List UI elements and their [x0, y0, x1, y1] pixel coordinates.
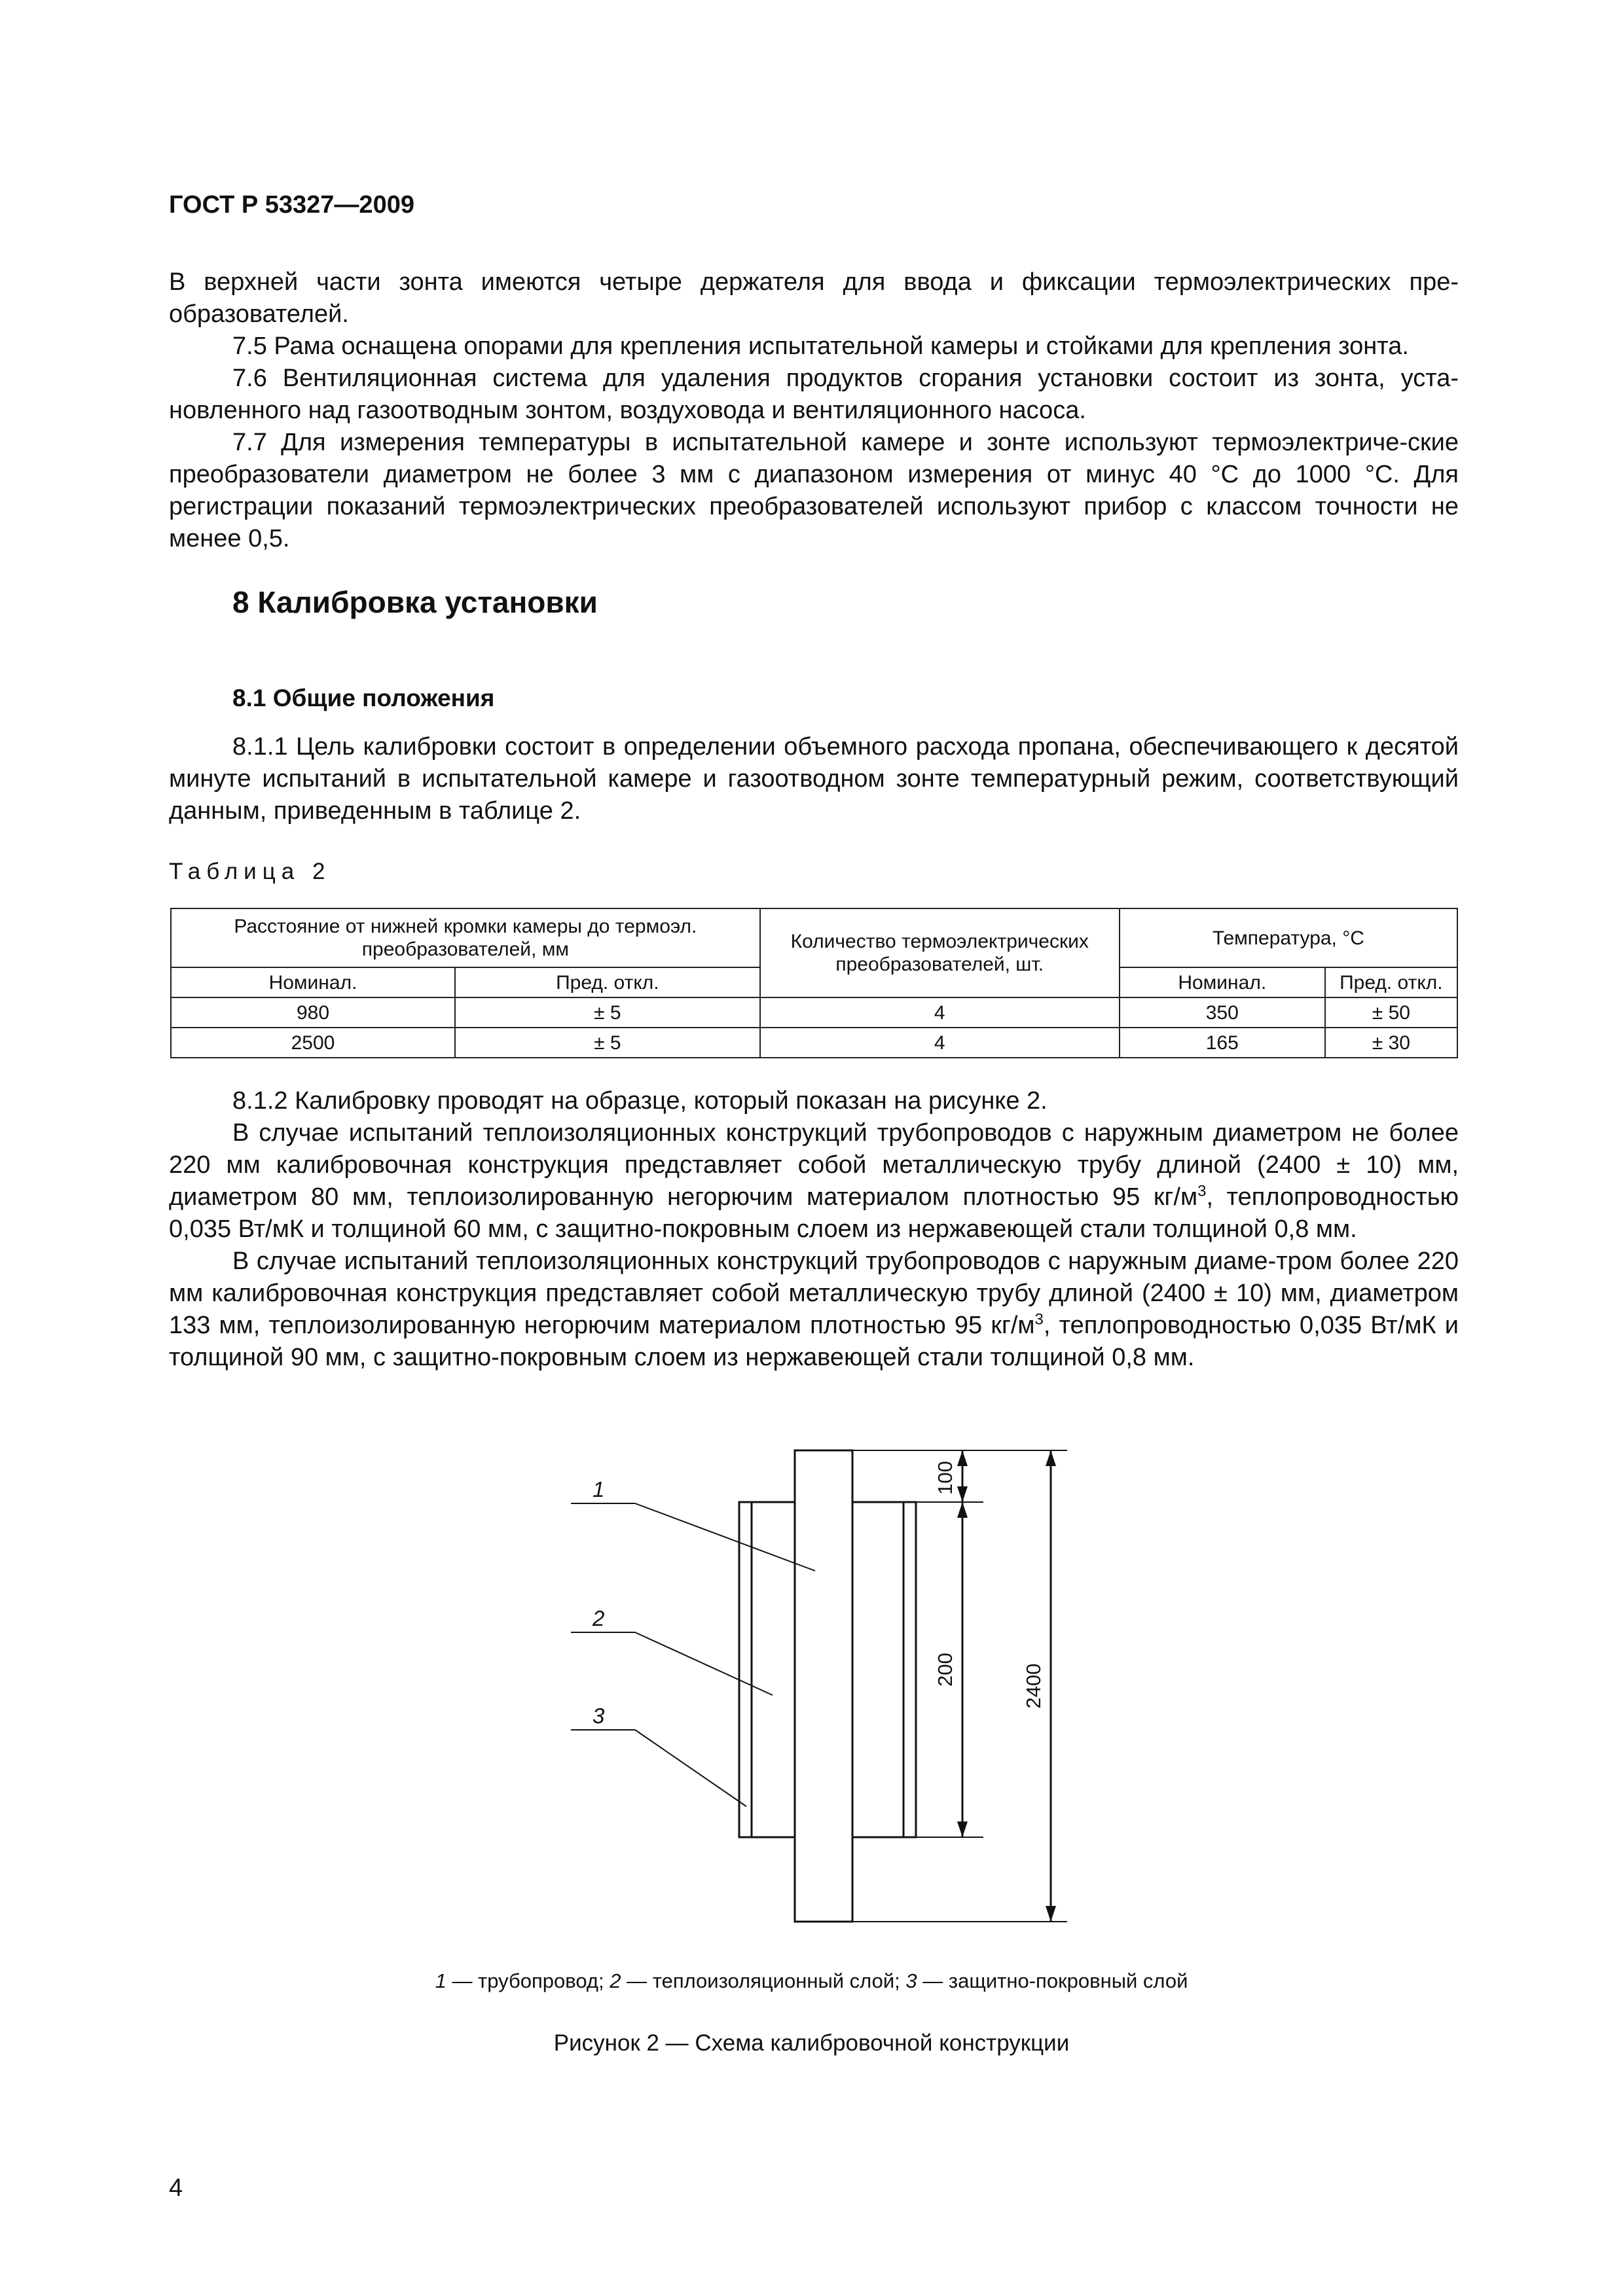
dim-label-100: 100 [934, 1461, 957, 1495]
dim-label-200: 200 [934, 1653, 957, 1687]
table-caption: Таблица 2 [169, 859, 331, 884]
document-header: ГОСТ Р 53327—2009 [169, 191, 414, 219]
legend-number-3: 3 [905, 1969, 917, 1992]
arrow-100-bottom [957, 1486, 968, 1502]
cell-temp-nominal: 350 [1120, 997, 1325, 1028]
figure-label-1: 1 [593, 1477, 605, 1501]
cell-count: 4 [760, 1028, 1120, 1058]
arrow-200-top [957, 1502, 968, 1518]
leader-1 [635, 1503, 815, 1571]
cell-distance-deviation: ± 5 [455, 1028, 760, 1058]
case2-text-b: , теплопроводностью 0,035 Вт/мК и толщиной 90 мм, с защитно-покровным слоем из нержавеющей стали толщиной 0,8 мм. [169, 1312, 1459, 1371]
paragraph-7-7: 7.7 Для измерения температуры в испытательной камере и зонте используют термоэлектриче-ские преобразователи диаметром не более 3 мм с диапазоном измерения от минус 40 °С до 1000 °С. Для регистрации показаний термоэлектрических преобразователей используют прибор с классом точности не менее 0,5. [169, 429, 1459, 552]
header-distance: Расстояние от нижней кромки камеры до термоэл. преобразователей, мм [171, 908, 760, 967]
legend-number-2: 2 [610, 1969, 621, 1992]
arrow-2400-top [1046, 1450, 1056, 1466]
subheader-deviation-temp: Пред. откл. [1325, 967, 1457, 997]
legend-text-3: — защитно-покровный слой [917, 1969, 1188, 1992]
case1-superscript: 3 [1197, 1182, 1207, 1200]
legend-text-1: — трубопровод; [446, 1969, 610, 1992]
arrow-200-bottom [957, 1821, 968, 1837]
case1-text-b: , теплопроводностью 0,035 Вт/мК и толщиной 60 мм, с защитно-покровным слоем из нержавеющей стали толщиной 0,8 мм. [169, 1183, 1459, 1243]
section-title: 8 Калибровка установки [232, 585, 598, 619]
paragraph-7-5: 7.5 Рама оснащена опорами для крепления испытательной камеры и стойками для крепления зонта. [232, 332, 1409, 360]
legend-number-1: 1 [435, 1969, 447, 1992]
case2-superscript: 3 [1034, 1310, 1044, 1329]
paragraph-8-1-2: 8.1.2 Калибровку проводят на образце, который показан на рисунке 2. [232, 1087, 1048, 1115]
cell-count: 4 [760, 997, 1120, 1028]
pipe-front [795, 1450, 852, 1922]
arrow-2400-bottom [1046, 1906, 1056, 1922]
cell-temp-deviation: ± 50 [1325, 997, 1457, 1028]
cell-distance-nominal: 980 [171, 997, 455, 1028]
subheader-nominal-temp: Номинал. [1120, 967, 1325, 997]
arrow-100-top [957, 1450, 968, 1466]
leader-3 [635, 1730, 746, 1806]
cell-distance-nominal: 2500 [171, 1028, 455, 1058]
paragraph-7-6: 7.6 Вентиляционная система для удаления продуктов сгорания установки состоит из зонта, уста-новленного над газоотводным зонтом, воздуховода и вентиляционного насоса. [169, 365, 1459, 424]
page-number: 4 [169, 2174, 183, 2202]
cell-temp-nominal: 165 [1120, 1028, 1325, 1058]
header-temperature: Температура, °С [1120, 908, 1457, 967]
cell-distance-deviation: ± 5 [455, 997, 760, 1028]
paragraph-8-1-1: 8.1.1 Цель калибровки состоит в определении объемного расхода пропана, обеспечивающего к десятой минуте испытаний в испытательной камере и газоотводном зонте температурный режим, соответствующий данным, приведенным в таблице 2. [169, 733, 1459, 825]
subsection-title: 8.1 Общие положения [232, 685, 495, 711]
case1-text-a: В случае испытаний теплоизоляционных конструкций трубопроводов с наружным диаметром не более 220 мм калибровочная конструкция представляет собой металлическую трубу длиной (2400 ± 10) мм, диаметром 80 мм, теплоизолированную негорючим материалом плотностью 95 кг/м [169, 1119, 1459, 1211]
case2-text-a: В случае испытаний теплоизоляционных конструкций трубопроводов с наружным диаме-тром более 220 мм калибровочная конструкция представляет собой металлическую трубу длиной (2400 ± 10) мм, диаметром 133 мм, теплоизолированную негорючим материалом плотностью 95 кг/м [169, 1247, 1459, 1339]
paragraph-holders: В верхней части зонта имеются четыре держателя для ввода и фиксации термоэлектрических пре-образователей. [169, 268, 1459, 328]
legend-text-2: — теплоизоляционный слой; [621, 1969, 906, 1992]
dim-label-2400: 2400 [1022, 1663, 1045, 1709]
cell-temp-deviation: ± 30 [1325, 1028, 1457, 1058]
figure-label-2: 2 [593, 1606, 605, 1630]
figure-label-3: 3 [593, 1704, 605, 1728]
figure-caption: Рисунок 2 — Схема калибровочной конструкции [553, 2030, 1070, 2056]
figure-legend [0, 1969, 1623, 1993]
header-count: Количество термоэлектрических преобразователей, шт. [760, 908, 1120, 997]
subheader-deviation: Пред. откл. [455, 967, 760, 997]
subheader-nominal: Номинал. [171, 967, 455, 997]
